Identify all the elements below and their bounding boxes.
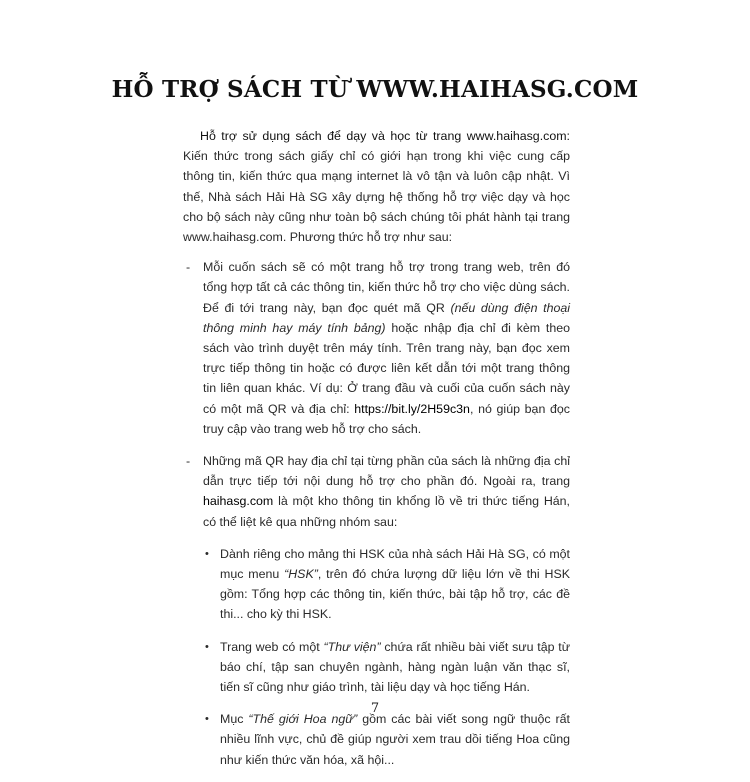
list-item: [203, 709, 570, 770]
list-item: [203, 544, 570, 625]
item-text: chứa rất nhiều bài viết sưu tập từ báo chí, tập san chuyên ngành, hàng ngàn luận văn thạc sĩ, tiến sĩ cũng như giáo trình, tài liệu dạy và học tiếng Hán.: [220, 639, 571, 695]
dash-marker: -: [186, 260, 191, 275]
item-paragraph: [203, 451, 570, 532]
list-item: [183, 451, 570, 770]
item-text: Những mã QR hay địa chỉ tại từng phần của sách là những địa chỉ dẫn trực tiếp tới nội dung hỗ trợ cho phần đó. Ngoài ra, trang: [203, 454, 570, 489]
list-item: [183, 257, 570, 439]
item-paragraph: [220, 709, 570, 770]
item-text: Dành riêng cho mảng thi HSK của nhà sách Hải Hà SG, có một mục menu: [220, 546, 570, 582]
item-text: , trên đó chứa lượng dữ liệu lớn về thi HSK gồm: Tổng hợp các thông tin, kiến thức, bài tập hỗ trợ, các đề thi... cho kỳ thi HSK.: [220, 567, 571, 622]
support-methods-list: [183, 257, 570, 770]
item-text: là một kho thông tin khổng lồ về tri thức tiếng Hán, có thể liệt kê qua những nhóm sau:: [203, 494, 570, 529]
bullet-marker: •: [205, 640, 209, 653]
page-number: 7: [370, 701, 380, 716]
item-italic-text: “Thế giới Hoa ngữ”: [248, 712, 358, 727]
item-italic-text: (nếu dùng điện thoại thông minh hay máy tính bảng): [203, 300, 570, 335]
item-text: Mỗi cuốn sách sẽ có một trang hỗ trợ trong trang web, trên đó tổng hợp tất cả các thông tin, kiến thức hỗ trợ cho việc dùng sách. Để đi tới trang này, bạn đọc quét mã QR: [203, 260, 570, 315]
site-link[interactable]: haihasg.com: [203, 494, 274, 509]
item-paragraph: [203, 257, 570, 439]
intro-lead: Hỗ trợ sử dụng sách để dạy và học từ trang www.haihasg.com:: [200, 129, 570, 143]
page-content: [183, 126, 570, 782]
intro-text: Kiến thức trong sách giấy chỉ có giới hạn trong khi việc cung cấp thông tin, kiến thức qua mạng internet là vô tận và luôn cập nhật. Vì thế, Nhà sách Hải Hà SG xây dựng hệ thống hỗ trợ việc dạy và học cho bộ sách này cũng như toàn bộ sách chúng tôi phát hành tại trang www.haihasg.com. Phương thức hỗ trợ như sau:: [183, 149, 570, 245]
item-paragraph: [220, 544, 570, 625]
item-italic-text: “HSK”: [284, 567, 318, 582]
intro-paragraph: [183, 126, 570, 247]
bullet-marker: •: [205, 713, 209, 726]
site-groups-list: [203, 544, 570, 770]
item-text: Mục: [220, 712, 249, 727]
item-text: Trang web có một: [220, 639, 324, 654]
item-italic-text: “Thư viện”: [323, 639, 381, 654]
item-paragraph: [220, 637, 570, 698]
support-link[interactable]: https://bit.ly/2H59c3n: [354, 401, 470, 416]
list-item: [203, 637, 570, 698]
item-text: , nó giúp bạn đọc truy cập vào trang web hỗ trợ cho sách.: [203, 401, 570, 436]
item-text: hoặc nhập địa chỉ đi kèm theo sách vào trình duyệt trên máy tính. Trên trang này, bạn đọc xem trực tiếp thông tin hoặc có được liên kết dẫn tới một trang thông tin liên quan khác. Ví dụ: Ở trang đầu và cuối của cuốn sách này có một mã QR và địa chỉ:: [203, 320, 570, 416]
bullet-marker: •: [205, 547, 209, 560]
dash-marker: -: [186, 454, 191, 469]
page-title: HỖ TRỢ SÁCH TỪ WWW.HAIHASG.COM: [111, 76, 639, 103]
item-text: gồm các bài viết song ngữ thuộc rất nhiều lĩnh vực, chủ đề giúp người xem trau dồi tiếng Hoa cũng như kiến thức văn hóa, xã hội...: [220, 712, 571, 767]
